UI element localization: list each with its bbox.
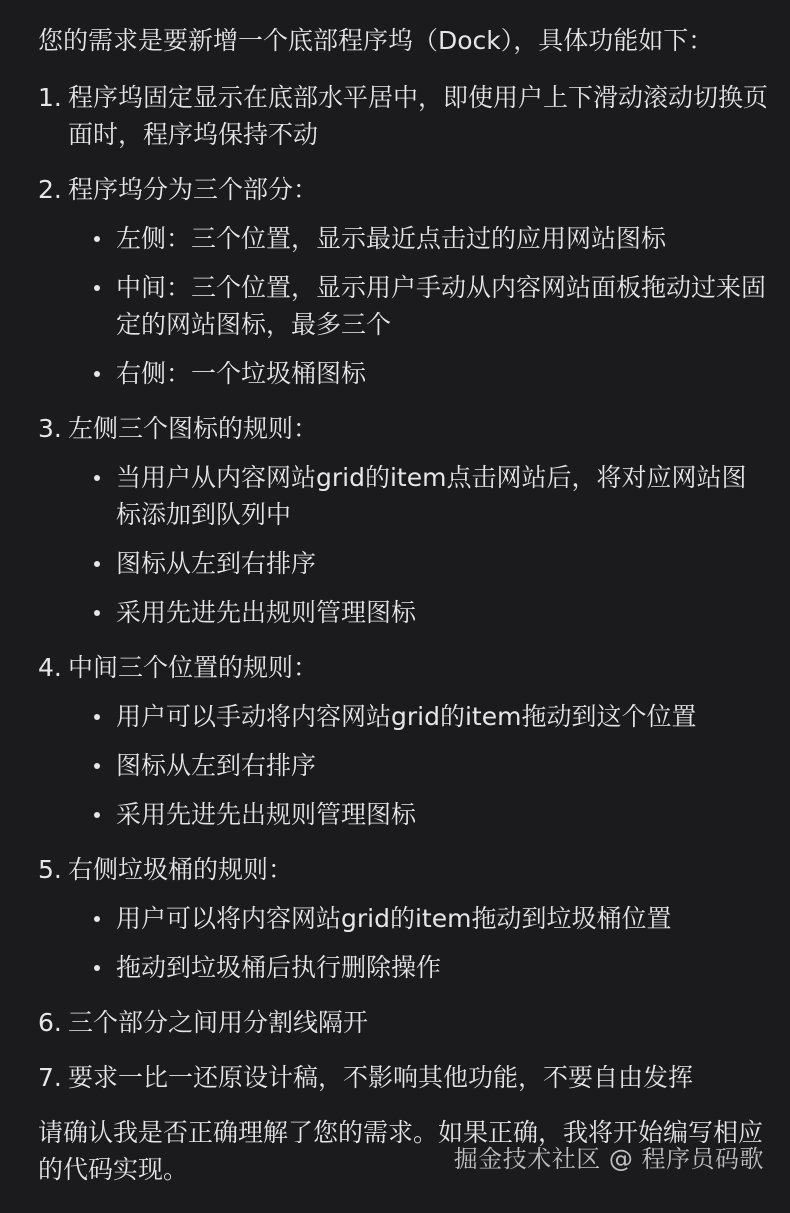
requirement-text: 中间三个位置的规则：: [68, 653, 319, 682]
requirement-title: [38, 79, 768, 153]
requirement-text: 程序坞固定显示在底部水平居中，即使用户上下滑动滚动切换页面时，程序坞保持不动: [68, 83, 769, 149]
requirement-title: [38, 410, 768, 447]
requirement-number: 1.: [38, 83, 62, 112]
requirement-number: 7.: [38, 1063, 62, 1092]
requirement-item: [38, 171, 768, 392]
bullet-item: 拖动到垃圾桶后执行删除操作: [38, 949, 768, 986]
requirement-text: 左侧三个图标的规则：: [68, 414, 319, 443]
bullet-item: 当用户从内容网站grid的item点击网站后，将对应网站图标添加到队列中: [38, 459, 768, 533]
bullet-item: 图标从左到右排序: [38, 747, 768, 784]
bullet-item: 左侧：三个位置，显示最近点击过的应用网站图标: [38, 220, 768, 257]
requirement-item: [38, 649, 768, 833]
requirement-number: 5.: [38, 855, 62, 884]
requirement-text: 程序坞分为三个部分：: [68, 175, 319, 204]
bullet-item: 用户可以手动将内容网站grid的item拖动到这个位置: [38, 698, 768, 735]
requirement-item: [38, 851, 768, 986]
bullet-list: [38, 698, 768, 833]
requirement-number: 2.: [38, 175, 62, 204]
requirement-item: [38, 1004, 768, 1041]
requirement-list: [38, 79, 768, 1096]
bullet-item: 用户可以将内容网站grid的item拖动到垃圾桶位置: [38, 900, 768, 937]
bullet-item: 采用先进先出规则管理图标: [38, 594, 768, 631]
requirement-number: 3.: [38, 414, 62, 443]
requirement-title: [38, 851, 768, 888]
outro-text: 请确认我是否正确理解了您的需求。如果正确，我将开始编写相应的代码实现。: [38, 1118, 764, 1184]
requirement-title: [38, 1004, 768, 1041]
bullet-list: [38, 900, 768, 986]
requirement-text: 右侧垃圾桶的规则：: [68, 855, 294, 884]
intro-text: 您的需求是要新增一个底部程序坞（Dock），具体功能如下：: [38, 26, 714, 55]
message-content: [38, 22, 768, 1213]
requirement-title: [38, 171, 768, 208]
requirement-text: 三个部分之间用分割线隔开: [68, 1008, 369, 1037]
bullet-item: 中间：三个位置，显示用户手动从内容网站面板拖动过来固定的网站图标，最多三个: [38, 269, 768, 343]
bullet-item: 右侧：一个垃圾桶图标: [38, 355, 768, 392]
bullet-list: [38, 459, 768, 631]
requirement-number: 6.: [38, 1008, 62, 1037]
bullet-item: 图标从左到右排序: [38, 545, 768, 582]
requirement-title: [38, 1059, 768, 1096]
requirement-title: [38, 649, 768, 686]
requirement-text: 要求一比一还原设计稿，不影响其他功能，不要自由发挥: [68, 1063, 694, 1092]
bullet-item: 采用先进先出规则管理图标: [38, 796, 768, 833]
watermark: 掘金技术社区 @ 程序员码歌: [453, 1145, 764, 1173]
requirement-number: 4.: [38, 653, 62, 682]
requirement-item: [38, 410, 768, 631]
requirement-item: [38, 79, 768, 153]
requirement-item: [38, 1059, 768, 1096]
bullet-list: [38, 220, 768, 392]
